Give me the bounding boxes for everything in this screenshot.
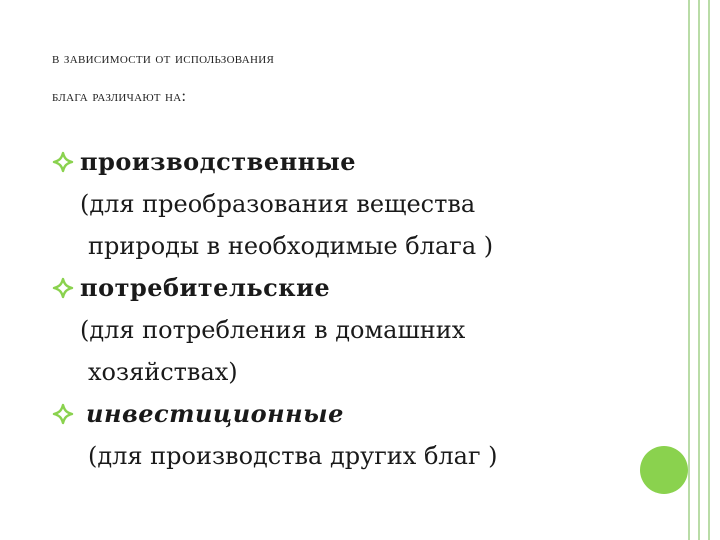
diamond-bullet-icon (52, 403, 74, 425)
bullet-description-line: хозяйствах) (88, 358, 238, 386)
decorative-green-circle (640, 446, 688, 494)
slide-title (52, 40, 652, 116)
bullet-description-line: (для производства других благ ) (88, 442, 498, 470)
bullet-description-line: (для преобразования вещества (80, 190, 476, 218)
diamond-bullet-icon (52, 151, 74, 173)
bullet-description-line: природы в необходимые блага ) (88, 232, 494, 260)
bullet-item-investment (52, 393, 662, 477)
bullet-list (52, 141, 662, 477)
decorative-vertical-line (708, 0, 710, 540)
bullet-item-consumer (52, 267, 662, 393)
slide-title-line-1: в зависимости от использования (52, 50, 275, 67)
diamond-bullet-icon (52, 277, 74, 299)
bullet-description-line: (для потребления в домашних (80, 316, 466, 344)
bullet-term: потребительские (80, 273, 331, 302)
decorative-vertical-line (698, 0, 700, 540)
bullet-term: инвестиционные (86, 399, 344, 428)
decorative-vertical-line (688, 0, 690, 540)
slide-title-line-2: блага различают на: (52, 88, 187, 105)
bullet-item-production (52, 141, 662, 267)
bullet-term: производственные (80, 147, 357, 176)
